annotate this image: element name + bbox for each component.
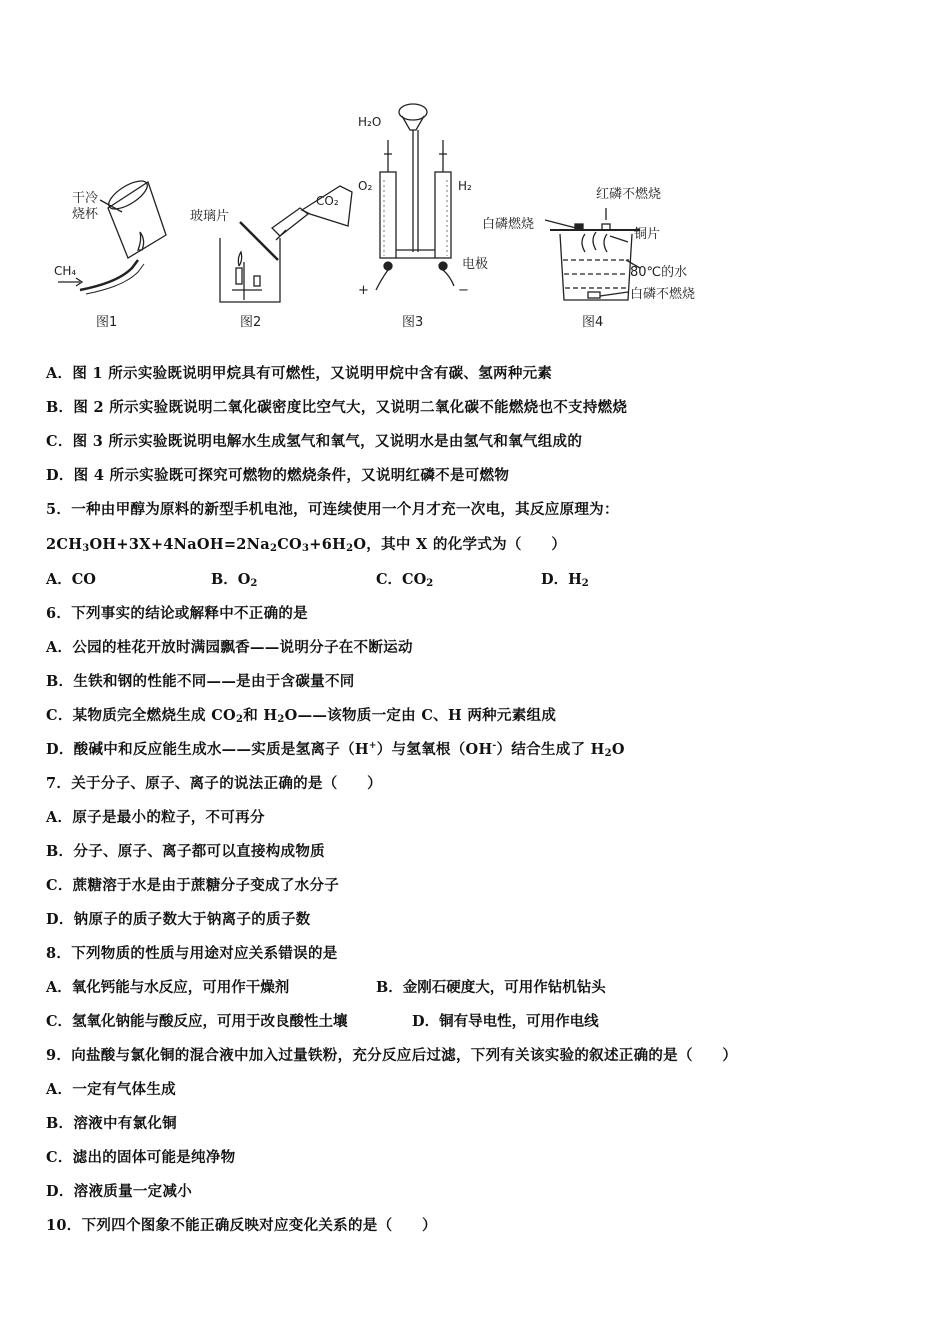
fig4-drawing [545, 208, 640, 300]
q7-option-d: D．钠原子的质子数大于钠离子的质子数 [46, 911, 311, 928]
fig3-h2-label: H₂ [458, 179, 472, 193]
fig3-caption: 图3 [402, 315, 424, 330]
fig4-red-label: 红磷不燃烧 [596, 187, 662, 202]
q6-option-a: A．公园的桂花开放时满园飘香——说明分子在不断运动 [46, 639, 413, 656]
fig4-copper-label: 铜片 [634, 227, 661, 242]
q5-stem: 5．一种由甲醇为原料的新型手机电池，可连续使用一个月才充一次电，其反应原理为： [46, 501, 619, 518]
fig1-cup-label-2: 烧杯 [72, 207, 99, 222]
experiment-figures [40, 90, 910, 340]
fig2-caption: 图2 [240, 315, 262, 330]
q9-option-b: B．溶液中有氯化铜 [46, 1115, 177, 1132]
fig3-plus: + [358, 283, 369, 298]
q8-option-b: B．金刚石硬度大，可用作钻机钻头 [376, 979, 606, 996]
fig3-o2-label: O₂ [358, 179, 373, 193]
q8-option-a: A．氧化钙能与水反应，可用作干燥剂 [46, 979, 290, 996]
fig1-cup-label-1: 干冷 [72, 191, 99, 206]
q5-option-b: B．$O_2$ [211, 571, 258, 589]
q9-option-c: C．滤出的固体可能是纯净物 [46, 1149, 236, 1166]
q5-option-c: C．$CO_2$ [376, 571, 434, 589]
q7-stem: 7．关于分子、原子、离子的说法正确的是（ ） [46, 775, 382, 792]
q8-option-c: C．氢氧化钠能与酸反应，可用于改良酸性土壤 [46, 1013, 348, 1030]
q8-stem: 8．下列物质的性质与用途对应关系错误的是 [46, 945, 338, 962]
q9-option-d: D．溶液质量一定减小 [46, 1183, 193, 1200]
q6-stem: 6．下列事实的结论或解释中不正确的是 [46, 605, 308, 622]
q9-option-a: A．一定有气体生成 [46, 1081, 176, 1098]
q5-option-a: A．CO [46, 571, 96, 588]
q5-equation: $2CH_3OH+3X+4NaOH=2Na_2CO_3+6H_2O$，其中 X 的化学式为（ ） [46, 536, 567, 554]
fig4-water-label: 80℃的水 [630, 265, 688, 280]
q8-option-d: D．铜有导电性，可用作电线 [412, 1013, 599, 1030]
q6-option-d: D．酸碱中和反应能生成水——实质是氢离子（H+）与氢氧根（OH-）结合生成了 $H_2O$ [46, 741, 625, 759]
fig2-glass-label: 玻璃片 [190, 209, 230, 224]
figure-svg [40, 90, 910, 340]
q4-option-b: B．图 2 所示实验既说明二氧化碳密度比空气大，又说明二氧化碳不能燃烧也不支持燃烧 [46, 399, 628, 416]
q4-option-a: A．图 1 所示实验既说明甲烷具有可燃性，又说明甲烷中含有碳、氢两种元素 [46, 365, 553, 382]
fig3-water-label: H₂O [358, 115, 382, 129]
fig4-white-burn-label: 白磷燃烧 [482, 217, 535, 232]
fig4-caption: 图4 [582, 315, 604, 330]
fig3-drawing [376, 104, 454, 290]
q6-option-b: B．生铁和钢的性能不同——是由于含碳量不同 [46, 673, 355, 690]
fig2-co2-label: CO₂ [316, 194, 339, 208]
fig4-white-no-label: 白磷不燃烧 [630, 287, 696, 302]
q4-option-d: D．图 4 所示实验既可探究可燃物的燃烧条件，又说明红磷不是可燃物 [46, 467, 510, 484]
q10-stem: 10．下列四个图象不能正确反映对应变化关系的是（ ） [46, 1217, 437, 1234]
q7-option-a: A．原子是最小的粒子，不可再分 [46, 809, 265, 826]
fig3-minus: − [458, 283, 469, 298]
q7-option-b: B．分子、原子、离子都可以直接构成物质 [46, 843, 325, 860]
fig1-gas-label: CH₄ [54, 264, 77, 278]
fig1-caption: 图1 [96, 315, 118, 330]
q4-option-c: C．图 3 所示实验既说明电解水生成氢气和氧气，又说明水是由氢气和氧气组成的 [46, 433, 583, 450]
q5-option-d: D．$H_2$ [541, 571, 589, 589]
q6-option-c: C．某物质完全燃烧生成 $CO_2$和 $H_2O——$该物质一定由 C、H 两种元素组成 [46, 707, 557, 725]
q9-stem: 9．向盐酸与氯化铜的混合液中加入过量铁粉，充分反应后过滤，下列有关该实验的叙述正确的是（ ） [46, 1047, 738, 1064]
q7-option-c: C．蔗糖溶于水是由于蔗糖分子变成了水分子 [46, 877, 340, 894]
fig3-electrode-label: 电极 [462, 257, 489, 272]
